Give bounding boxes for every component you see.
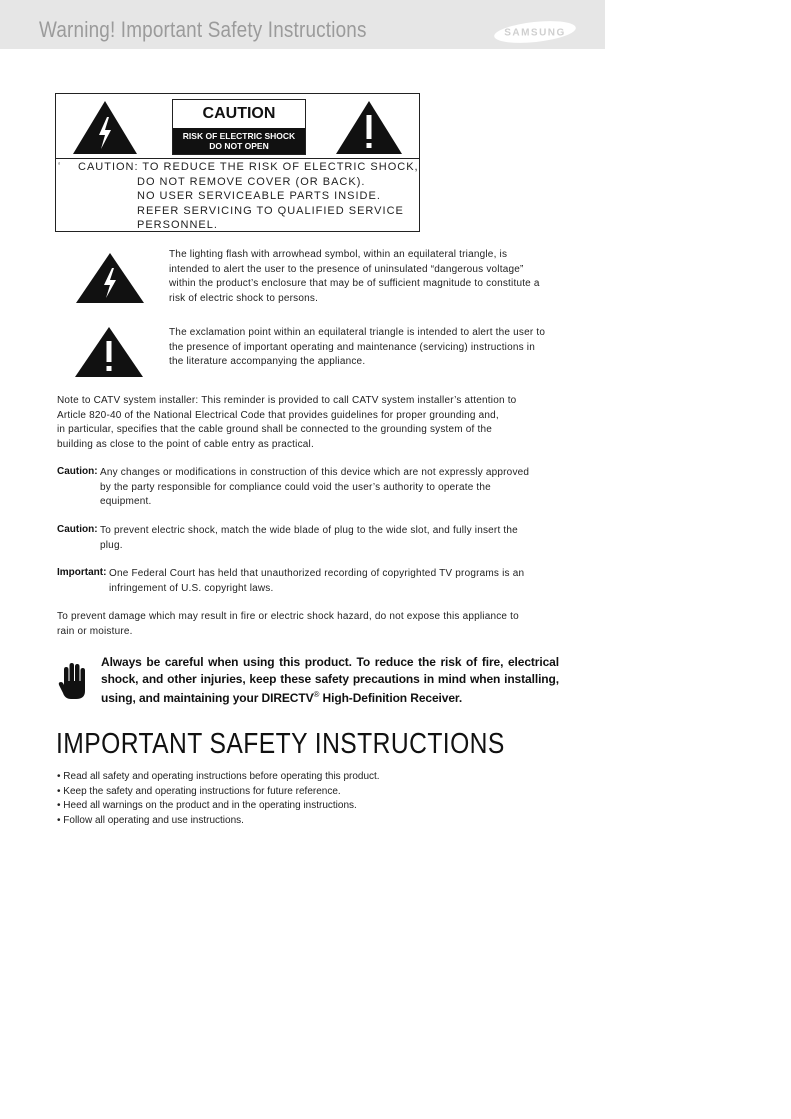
caution-label-1: Caution: xyxy=(57,466,98,477)
samsung-logo xyxy=(493,20,577,44)
text-line: within the product’s enclosure that may be of sufficient magnitude to constitute a xyxy=(169,278,540,289)
text-line: intended to alert the user to the presence of uninsulated “dangerous voltage” xyxy=(169,263,524,275)
text-line: by the party responsible for compliance could void the user’s authority to operate the xyxy=(100,481,491,493)
caution-tick: ‘ xyxy=(58,161,62,172)
caution-label-2: Caution: xyxy=(57,524,98,535)
list-item: • Keep the safety and operating instructions for future reference. xyxy=(57,785,341,797)
list-item: • Read all safety and operating instructions before operating this product. xyxy=(57,771,380,782)
text-line: The exclamation point within an equilateral triangle is intended to alert the user to xyxy=(169,327,546,338)
text-line: the literature accompanying the appliance. xyxy=(169,356,366,367)
text-line: the presence of important operating and maintenance (servicing) instructions in xyxy=(169,341,535,353)
text-line: Article 820-40 of the National Electrical Code that provides guidelines for proper grounding and, xyxy=(57,409,499,421)
safety-warning xyxy=(101,654,559,707)
page-title: Warning! Important Safety Instructions xyxy=(39,17,367,42)
text-line: equipment. xyxy=(100,496,152,507)
exclamation-triangle-icon xyxy=(334,99,404,155)
exclamation-description xyxy=(169,326,545,370)
caution-sublabel-line2: DO NOT OPEN xyxy=(209,141,269,151)
text-line: Any changes or modifications in construction of this device which are not expressly approved xyxy=(100,467,530,478)
caution-1-text xyxy=(100,466,529,510)
text-line: To prevent electric shock, match the wide blade of plug to the wide slot, and fully insert the xyxy=(100,525,518,536)
lightning-triangle-icon xyxy=(75,252,145,304)
hand-stop-icon xyxy=(58,661,88,701)
caution-line: DO NOT REMOVE COVER (OR BACK). xyxy=(137,175,366,188)
caution-sublabel-line1: RISK OF ELECTRIC SHOCK xyxy=(182,131,296,141)
text-line: The lighting flash with arrowhead symbol, within an equilateral triangle, is xyxy=(169,249,508,260)
text-line: One Federal Court has held that unauthorized recording of copyrighted TV programs is an xyxy=(109,568,525,579)
text-line: Note to CATV system installer: This reminder is provided to call CATV system installer’s attention to xyxy=(57,395,517,406)
caution-label xyxy=(172,99,306,155)
list-item: • Follow all operating and use instructions. xyxy=(57,814,244,826)
important-text xyxy=(109,567,524,596)
caution-word: CAUTION xyxy=(202,105,276,122)
exclamation-triangle-icon xyxy=(74,326,144,378)
caution-line: NO USER SERVICEABLE PARTS INSIDE. xyxy=(137,190,381,202)
warning-text: Always be careful when using this product. To reduce the risk of fire, electrical shock, and other injuries, keep these safety precautions in mind when installing, using, and maintaining your DIRECTV xyxy=(101,655,559,705)
text-line: in particular, specifies that the cable ground shall be connected to the grounding system of the xyxy=(57,424,493,435)
registered-mark: ® xyxy=(313,690,320,699)
list-item: • Heed all warnings on the product and in the operating instructions. xyxy=(57,800,357,811)
section-title: IMPORTANT SAFETY INSTRUCTIONS xyxy=(56,728,505,760)
text-line: infringement of U.S. copyright laws. xyxy=(109,582,274,594)
caution-box xyxy=(55,93,420,232)
fire-note xyxy=(57,610,519,639)
important-label: Important: xyxy=(57,567,107,578)
caution-line: PERSONNEL. xyxy=(137,219,218,231)
warning-text-end: High-Definition Receiver. xyxy=(319,691,463,705)
text-line: building as close to the point of cable entry as practical. xyxy=(57,438,314,450)
text-line: plug. xyxy=(100,539,123,551)
text-line: rain or moisture. xyxy=(57,625,133,637)
caution-sublabel xyxy=(173,128,305,154)
catv-note xyxy=(57,394,516,452)
svg-text:SAMSUNG: SAMSUNG xyxy=(504,27,566,39)
text-line: To prevent damage which may result in fire or electric shock hazard, do not expose this appliance to xyxy=(57,611,519,622)
lightning-description xyxy=(169,248,540,306)
lightning-triangle-icon xyxy=(71,99,139,155)
caution-box-top xyxy=(56,94,419,159)
text-line: risk of electric shock to persons. xyxy=(169,292,319,304)
caution-2-text xyxy=(100,524,518,553)
caution-line: CAUTION: TO REDUCE THE RISK OF ELECTRIC SHOCK, xyxy=(78,161,419,173)
header-bar xyxy=(0,0,605,49)
caution-line: REFER SERVICING TO QUALIFIED SERVICE xyxy=(137,204,404,217)
